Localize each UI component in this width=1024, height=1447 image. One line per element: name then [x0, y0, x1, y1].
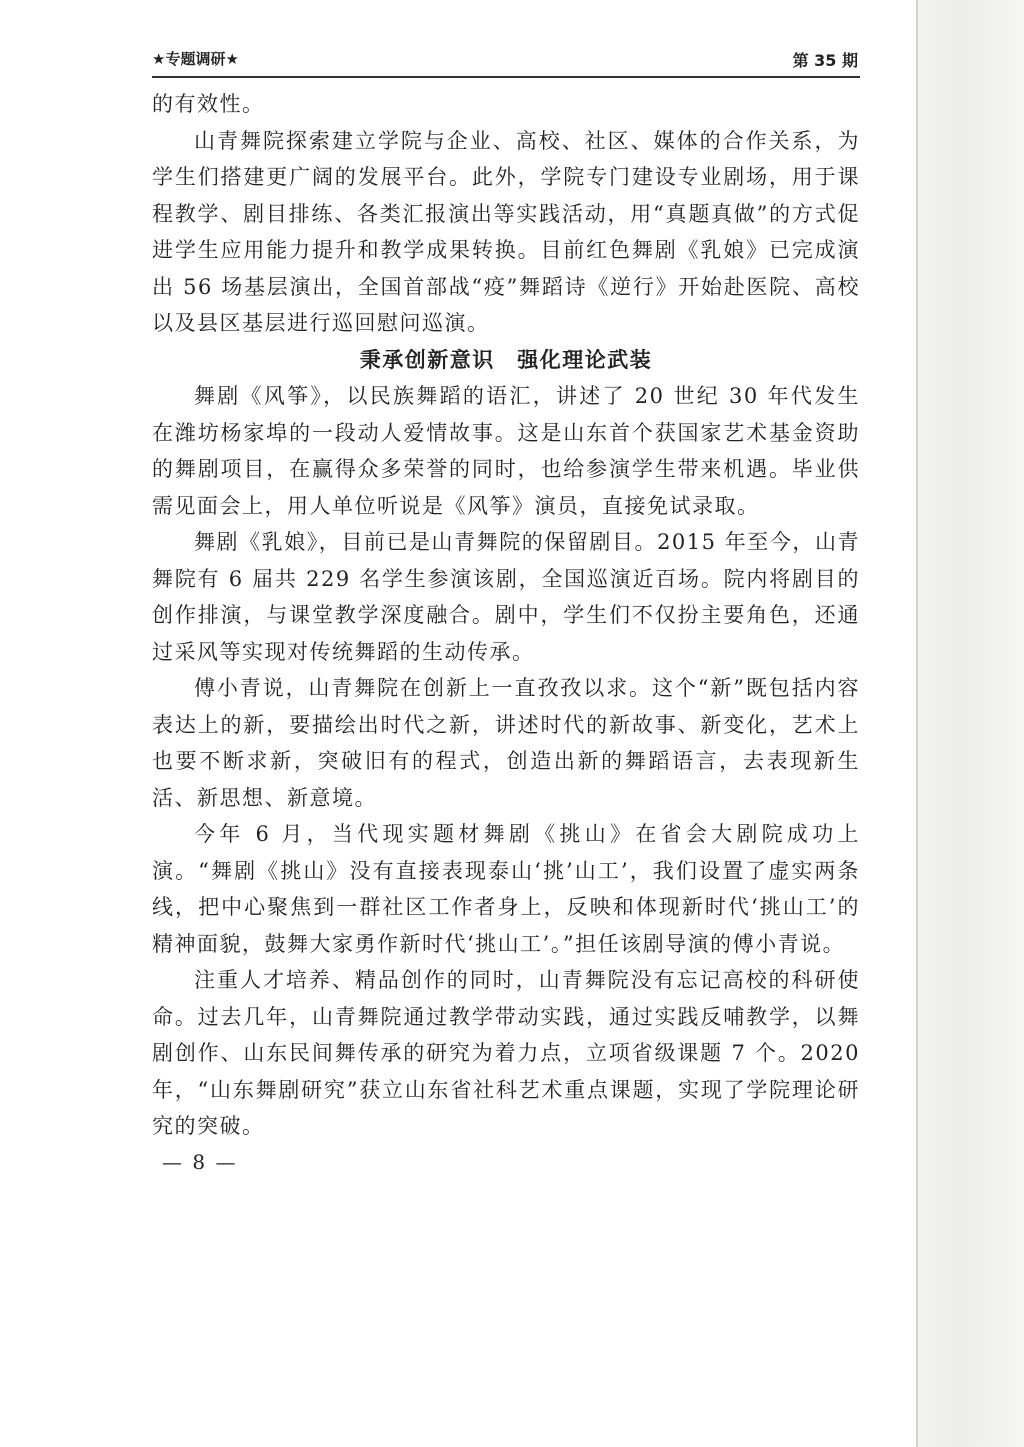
page-header: [152, 46, 860, 78]
scan-edge-shadow: [916, 0, 1024, 1447]
scan-edge-line: [916, 0, 918, 1447]
section-label: ★专题调研★: [152, 50, 239, 68]
paragraph: 傅小青说，山青舞院在创新上一直孜孜以求。这个“新”既包括内容表达上的新，要描绘出时代之新，讲述时代的新故事、新变化，艺术上也要不断求新，突破旧有的程式，创造出新的舞蹈语言，去表现新生活、新思想、新意境。: [152, 676, 860, 810]
article-body: [152, 86, 860, 1145]
paragraph: 今年 6 月，当代现实题材舞剧《挑山》在省会大剧院成功上演。“舞剧《挑山》没有直接表现泰山‘挑’山工’，我们设置了虚实两条线，把中心聚焦到一群社区工作者身上，反映和体现新时代‘挑山工’的精神面貌，鼓舞大家勇作新时代‘挑山工’。”担任该剧导演的傅小青说。: [152, 822, 860, 956]
paragraph: 舞剧《风筝》，以民族舞蹈的语汇，讲述了 20 世纪 30 年代发生在潍坊杨家埠的一段动人爱情故事。这是山东首个获国家艺术基金资助的舞剧项目，在赢得众多荣誉的同时，也给参演学生带来机遇。毕业供需见面会上，用人单位听说是《风筝》演员，直接免试录取。: [152, 384, 860, 518]
page-number: — 8 —: [162, 1150, 238, 1174]
paragraph: 舞剧《乳娘》，目前已是山青舞院的保留剧目。2015 年至今，山青舞院有 6 届共 229 名学生参演该剧，全国巡演近百场。院内将剧目的创作排演，与课堂教学深度融合。剧中，学生们不仅扮主要角色，还通过采风等实现对传统舞蹈的生动传承。: [152, 530, 860, 664]
paragraph-continuation: 的有效性。: [152, 92, 265, 116]
section-subheading: 秉承创新意识 强化理论武装: [359, 347, 653, 372]
issue-number: 第 35 期: [792, 51, 858, 70]
paragraph: 注重人才培养、精品创作的同时，山青舞院没有忘记高校的科研使命。过去几年，山青舞院通过教学带动实践，通过实践反哺教学，以舞剧创作、山东民间舞传承的研究为着力点，立项省级课题 7 个。2020 年，“山东舞剧研究”获立山东省社科艺术重点课题，实现了学院理论研究的突破。: [152, 968, 860, 1138]
paragraph: 山青舞院探索建立学院与企业、高校、社区、媒体的合作关系，为学生们搭建更广阔的发展平台。此外，学院专门建设专业剧场，用于课程教学、剧目排练、各类汇报演出等实践活动，用“真题真做”的方式促进学生应用能力提升和教学成果转换。目前红色舞剧《乳娘》已完成演出 56 场基层演出，全国首部战“疫”舞蹈诗《逆行》开始赴医院、高校以及县区基层进行巡回慰问巡演。: [152, 128, 860, 335]
